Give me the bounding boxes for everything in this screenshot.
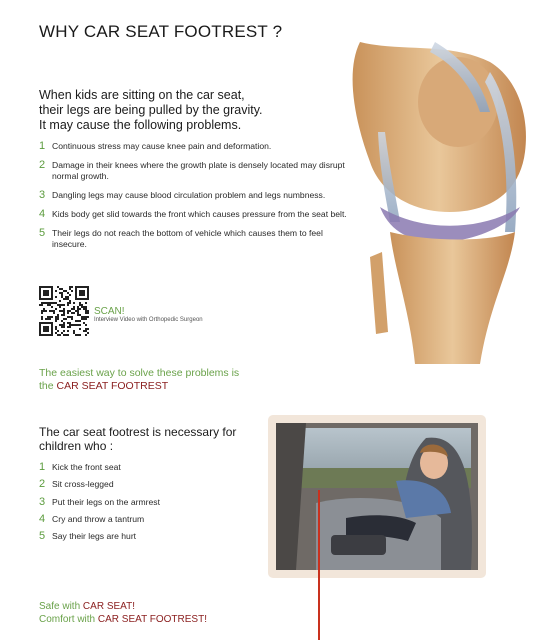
intro-line-1: When kids are sitting on the car seat, [39,88,245,102]
solution-line-1: The easiest way to solve these problems is [39,367,240,379]
problems-list [39,141,349,258]
child-in-car-seat-photo [276,423,478,570]
list-number: 5 [39,530,46,543]
tagline [39,600,207,626]
necessary-line-2: children who : [39,439,114,453]
tagline-prefix-2: Comfort with [39,614,98,625]
children-list [39,462,259,548]
list-item [39,141,349,152]
tagline-highlight-1: CAR SEAT! [82,601,135,612]
list-item [39,160,349,182]
list-text: Damage in their knees where the growth plate is densely located may disrupt normal growth. [52,160,345,181]
solution-prefix: the [39,380,57,392]
list-number: 3 [39,189,46,201]
list-number: 4 [39,208,46,220]
list-number: 1 [39,461,46,473]
list-text: Dangling legs may cause blood circulation problem and legs numbness. [52,190,326,200]
list-item [39,190,349,201]
list-item [39,497,259,508]
solution-callout [39,367,299,393]
list-text: Their legs do not reach the bottom of vehicle which causes them to feel insecure. [52,228,323,249]
solution-line-2 [39,380,299,393]
necessary-line-1: The car seat footrest is necessary for [39,425,237,439]
list-item [39,462,259,473]
page-title: WHY CAR SEAT FOOTREST ? [39,22,283,41]
necessary-heading [39,425,259,453]
list-number: 1 [39,140,46,152]
list-text: Continuous stress may cause knee pain and deformation. [52,141,272,151]
list-text: Say their legs are hurt [52,531,137,542]
list-number: 4 [39,512,46,525]
tagline-prefix-1: Safe with [39,601,83,612]
intro-line-2: their legs are being pulled by the gravity. [39,103,263,117]
list-text: Kids body get slid towards the front which causes pressure from the seat belt. [52,209,347,219]
scan-subtitle: Interview Video with Orthopedic Surgeon [94,317,203,323]
list-text: Kick the front seat [52,462,121,472]
list-text: Cry and throw a tantrum [52,513,145,524]
list-number: 3 [39,495,46,508]
list-item [39,209,349,220]
tagline-line-2 [39,613,207,626]
product-highlight: CAR SEAT FOOTREST [56,380,169,392]
tagline-highlight-2: CAR SEAT FOOTREST! [97,614,207,625]
list-item [39,479,259,490]
list-text: Put their legs on the armrest [52,496,160,507]
scan-title: SCAN! [94,306,125,317]
list-text: Sit cross-legged [52,479,114,490]
pointer-line [318,490,320,640]
tagline-line-1 [39,600,207,613]
list-number: 2 [39,159,46,171]
list-item [39,514,259,525]
list-number: 2 [39,478,46,491]
intro-line-3: It may cause the following problems. [39,118,242,132]
list-number: 5 [39,227,46,239]
list-item [39,531,259,542]
list-item [39,228,349,250]
qr-code[interactable] [39,286,89,336]
intro-text [39,88,339,133]
knee-anatomy-illustration [340,42,536,364]
